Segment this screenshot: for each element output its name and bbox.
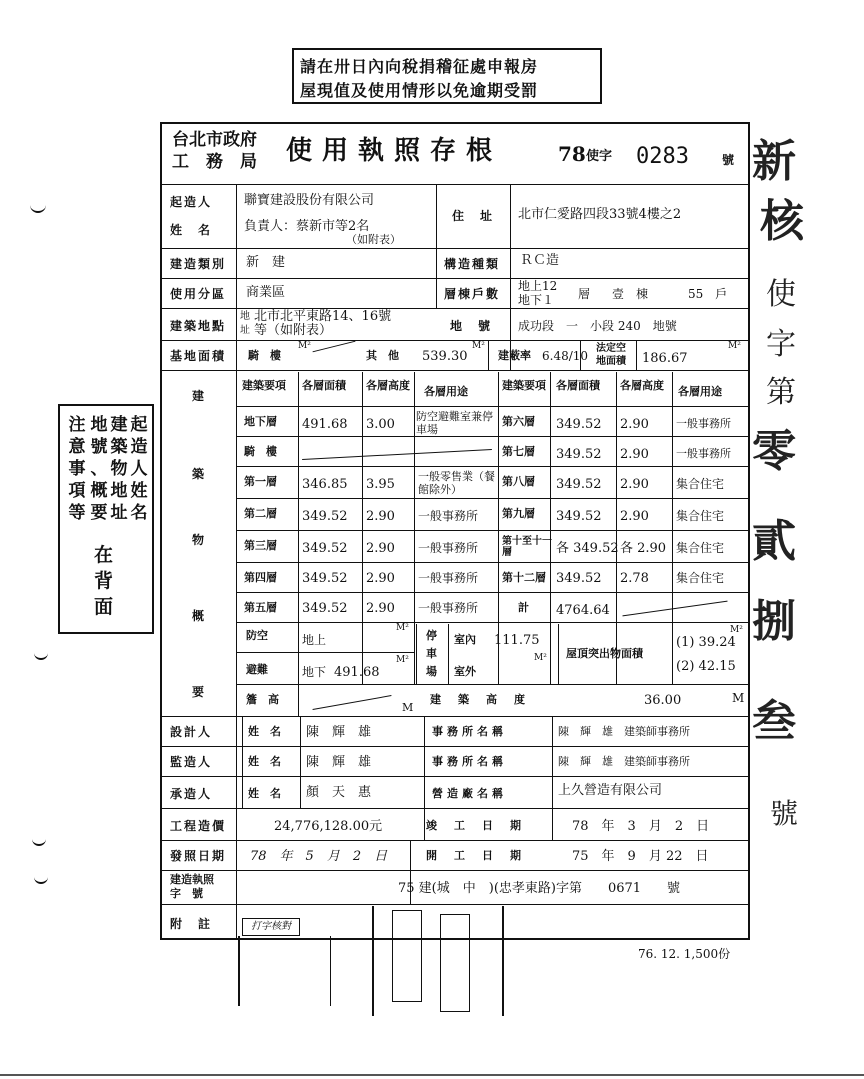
permit-zi: 使字: [586, 149, 613, 164]
building-side-label: 築: [192, 467, 207, 481]
floor-height: 2.78: [620, 571, 649, 586]
floor-area: 349.52: [302, 601, 348, 616]
floor-area: 346.85: [302, 477, 348, 492]
completion-label: 竣 工 日 期: [426, 819, 524, 832]
builder-rep: 負責人：蔡新市等2名: [244, 219, 370, 234]
right-stamp-char: 第: [766, 375, 796, 410]
unit-m2: M²: [472, 341, 485, 351]
unit-m2: M²: [728, 341, 741, 351]
unit-m2: M²: [534, 653, 547, 663]
parking-label: 場: [426, 665, 437, 678]
arcade-label: 騎 樓: [248, 349, 281, 362]
floor-area: 349.52: [556, 447, 602, 462]
permit-hao: 號: [722, 153, 735, 167]
start-label: 開 工 日 期: [426, 849, 524, 862]
parking-label: 停: [426, 629, 437, 642]
binding-mark: [30, 205, 46, 213]
floor-area: 349.52: [556, 571, 602, 586]
floor-area: 349.52: [556, 477, 602, 492]
shelter-label-2: 避難: [246, 663, 268, 676]
floor-height: 3.95: [366, 477, 395, 492]
floor-height: 3.00: [366, 417, 395, 432]
right-stamp-char: 叁: [752, 696, 796, 747]
floors-unit-2: 壹 棟: [612, 287, 649, 301]
header-use: 各層用途: [424, 385, 468, 398]
shelter-below: 地下: [302, 665, 327, 679]
floor-height: 2.90: [366, 509, 395, 524]
cost-value: 24,776,128.00元: [274, 819, 383, 834]
floor-height: 2.90: [366, 601, 395, 616]
attachment-label: 附 註: [170, 917, 213, 931]
floor-area: 349.52: [556, 417, 602, 432]
attached-slip: [238, 936, 331, 1006]
builder-name: 聯寶建設股份有限公司: [244, 193, 375, 208]
binding-mark: [34, 652, 48, 660]
coverage-value: 6.48/10: [542, 349, 589, 363]
builder-label-2: 姓 名: [170, 223, 213, 237]
build-type-label: 建造類別: [170, 257, 227, 271]
floor-use: 集合住宅: [676, 571, 725, 585]
header-item: 建築要項: [242, 379, 286, 392]
base-area-label: 基地面積: [170, 349, 227, 363]
floor-area: 349.52: [302, 509, 348, 524]
zone-label: 使用分區: [170, 287, 227, 301]
side-notice-col-3: 地 號 、 概 要: [90, 415, 108, 523]
right-stamp-char: 捌: [752, 596, 796, 647]
permit-form: [160, 122, 750, 940]
building-side-label: 要: [192, 685, 207, 699]
site-label: 建築地點: [170, 319, 227, 333]
site-value-1: 北市北平東路14、16號: [254, 309, 392, 324]
header-use-right: 各層用途: [678, 385, 722, 398]
address-label: 住 址: [452, 209, 495, 223]
factory-label: 營造廠名稱: [432, 787, 507, 800]
designer-label: 設計人: [170, 725, 213, 739]
floor-area: 491.68: [302, 417, 348, 432]
supervisor-label: 監造人: [170, 755, 213, 769]
unit-m: M: [732, 691, 745, 705]
other-label: 其 他: [366, 349, 399, 362]
floor-use: 集合住宅: [676, 509, 725, 523]
completion-date: 78 年 3 月 2 日: [572, 819, 710, 834]
legal-area-label-2: 地面積: [596, 356, 626, 367]
blank-stroke: [313, 695, 392, 710]
parking-outdoor-label: 室外: [454, 665, 476, 678]
builder-label-1: 起造人: [170, 195, 213, 209]
floor-name: 第六層: [502, 415, 535, 428]
legal-area-value: 186.67: [642, 351, 688, 366]
build-type-value: 新 建: [246, 255, 286, 270]
shelter-label-1: 防空: [246, 629, 268, 642]
side-notice-footer-3: 面: [94, 596, 114, 618]
site-small-1: 地: [240, 311, 250, 322]
lot-value: 成功段 一 小段 240 地號: [518, 319, 677, 333]
blank-stroke: [313, 341, 356, 353]
roof-value-2: (2) 42.15: [676, 659, 736, 674]
parking-indoor-value: 111.75: [494, 633, 540, 648]
designer-name: 陳 輝 雄: [306, 725, 372, 740]
name-label: 姓 名: [248, 787, 281, 800]
floor-use: 一般事務所: [418, 601, 479, 615]
other-value: 539.30: [422, 349, 468, 364]
shelter-above: 地上: [302, 633, 327, 647]
right-stamp-char: 使: [766, 277, 796, 312]
floor-height: 2.90: [620, 447, 649, 462]
approval-chop: [392, 910, 422, 1002]
floors-label: 層棟戶數: [444, 287, 501, 301]
floor-area: 349.52: [302, 541, 348, 556]
cost-label: 工程造價: [170, 819, 227, 833]
notice-line-2: 屋現值及使用情形以免逾期受罰: [300, 81, 539, 100]
agency-name: 台北市政府: [172, 130, 257, 150]
right-stamp-char: 號: [770, 797, 799, 830]
floor-use: 一般零售業（餐館除外）: [418, 470, 495, 496]
building-side-label: 建: [192, 389, 207, 403]
floor-name: 第一層: [244, 475, 277, 488]
floor-name: 第七層: [502, 445, 535, 458]
building-side-label: 概: [192, 609, 207, 623]
floor-use: 防空避難室兼停車場: [416, 410, 493, 436]
floor-use: 一般事務所: [418, 571, 479, 585]
floor-area: 349.52: [302, 571, 348, 586]
scan-edge: [0, 1074, 864, 1076]
parking-label: 車: [426, 647, 437, 660]
blank-stroke: [622, 601, 727, 617]
floor-height: 2.90: [620, 417, 649, 432]
lot-label: 地 號: [450, 319, 493, 333]
office-label: 事務所名稱: [432, 755, 507, 768]
floors-unit-1: 層: [578, 287, 591, 301]
issue-date-label: 發照日期: [170, 849, 227, 863]
floor-name: 第三層: [244, 539, 277, 552]
coverage-label: 建蔽率: [498, 349, 531, 362]
eave-label: 簷 高: [246, 693, 279, 706]
floor-name: 第四層: [244, 571, 277, 584]
bureau-name: 工 務 局: [172, 152, 257, 172]
right-stamp-char: 貳: [752, 516, 796, 567]
permit-number: 0283: [636, 144, 689, 169]
permit-label-2: 字 號: [170, 887, 203, 900]
building-height-value: 36.00: [644, 693, 682, 708]
designer-office: 陳 輝 雄 建築師事務所: [558, 725, 690, 738]
floor-use: 一般事務所: [676, 417, 731, 430]
floor-name: 第九層: [502, 507, 535, 520]
floor-name: 第八層: [502, 475, 535, 488]
unit-m2: M²: [298, 341, 311, 351]
unit-m: M: [402, 701, 414, 714]
floor-height: 2.90: [366, 571, 395, 586]
building-side-label: 物: [192, 533, 207, 547]
side-notice-box: [58, 404, 154, 634]
issue-date: 78 年 5 月 2 日: [250, 849, 388, 864]
notice-line-1: 請在卅日內向稅捐稽征處申報房: [300, 57, 539, 76]
print-info: 76. 12. 1,500份: [638, 947, 731, 961]
floor-height: 2.90: [620, 477, 649, 492]
floor-name: 第十二層: [502, 571, 546, 584]
header-item-right: 建築要項: [502, 379, 546, 392]
approval-chop: [440, 914, 470, 1012]
supervisor-office: 陳 輝 雄 建築師事務所: [558, 755, 690, 768]
right-stamp-char: 字: [766, 327, 796, 362]
side-notice-col-2: 建 築 物 地 址: [110, 415, 128, 523]
floor-name: 第二層: [244, 507, 277, 520]
floor-area: 349.52: [556, 509, 602, 524]
contractor-name: 顏 天 惠: [306, 785, 372, 800]
households-value: 55 戶: [688, 287, 728, 301]
floor-area: 各 349.52: [556, 541, 619, 556]
office-label: 事務所名稱: [432, 725, 507, 738]
contractor-label: 承造人: [170, 787, 213, 801]
right-stamp-char: 核: [760, 196, 804, 247]
side-notice-footer-1: 在: [94, 544, 114, 566]
supervisor-name: 陳 輝 雄: [306, 755, 372, 770]
structure-value: ＲＣ造: [520, 253, 560, 268]
name-label: 姓 名: [248, 755, 281, 768]
blank-stroke: [302, 449, 492, 460]
tax-notice-box: [292, 48, 602, 104]
permit-value: 75 建(城 中 )(忠孝東路)字第 0671 號: [398, 881, 681, 896]
unit-m2: M²: [396, 655, 409, 665]
floor-use: 一般事務所: [418, 541, 479, 555]
zone-value: 商業區: [246, 285, 286, 300]
right-stamp-char: 新: [752, 136, 796, 187]
unit-m2: M²: [730, 625, 743, 635]
shelter-below-value: 491.68: [334, 665, 380, 680]
structure-label: 構造種類: [444, 257, 501, 271]
form-title: 使用執照存根: [286, 136, 503, 166]
roof-label: 屋頂突出物面積: [566, 647, 643, 660]
floor-height: 各 2.90: [620, 541, 667, 556]
roof-value-1: (1) 39.24: [676, 635, 736, 650]
permit-year: 78: [558, 142, 586, 166]
header-area: 各層面積: [302, 379, 346, 392]
header-area-right: 各層面積: [556, 379, 600, 392]
side-notice-footer-2: 背: [94, 570, 114, 592]
floor-name: 地下層: [244, 415, 277, 428]
binding-mark: [32, 838, 46, 846]
building-height-label: 建 築 高 度: [430, 693, 528, 706]
name-label: 姓 名: [248, 725, 281, 738]
site-value-2: 等（如附表）: [254, 323, 333, 338]
floor-name: 騎 樓: [244, 445, 277, 458]
floor-area: 4764.64: [556, 603, 610, 618]
address-value: 北市仁愛路四段33號4樓之2: [518, 207, 682, 222]
floor-name: 計: [518, 601, 529, 614]
floor-use: 集合住宅: [676, 541, 725, 555]
legal-area-label-1: 法定空: [596, 343, 626, 354]
floors-below: 地下１: [518, 293, 555, 307]
site-small-2: 址: [240, 325, 250, 336]
floors-above: 地上12: [518, 279, 558, 293]
unit-m2: M²: [396, 623, 409, 633]
builder-rep-note: （如附表）: [346, 233, 401, 246]
floor-use: 一般事務所: [676, 447, 731, 460]
header-height: 各層高度: [366, 379, 410, 392]
header-height-right: 各層高度: [620, 379, 664, 392]
floor-use: 集合住宅: [676, 477, 725, 491]
side-notice-col-4: 注 意 事 項 等: [68, 415, 86, 523]
right-stamp-char: 零: [752, 426, 796, 477]
binding-mark: [34, 876, 48, 884]
contractor-factory: 上久營造有限公司: [558, 783, 663, 798]
floor-name: 第十至十一層: [502, 536, 552, 558]
side-notice-col-1: 起 造 人 姓 名: [130, 415, 148, 523]
start-date: 75 年 9 月 22 日: [572, 849, 709, 864]
floor-use: 一般事務所: [418, 509, 479, 523]
floor-height: 2.90: [620, 509, 649, 524]
floor-name: 第五層: [244, 601, 277, 614]
permit-label-1: 建造執照: [170, 873, 214, 886]
floor-height: 2.90: [366, 541, 395, 556]
attachment-stamp: 打字核對: [242, 918, 300, 936]
parking-indoor-label: 室內: [454, 633, 476, 646]
